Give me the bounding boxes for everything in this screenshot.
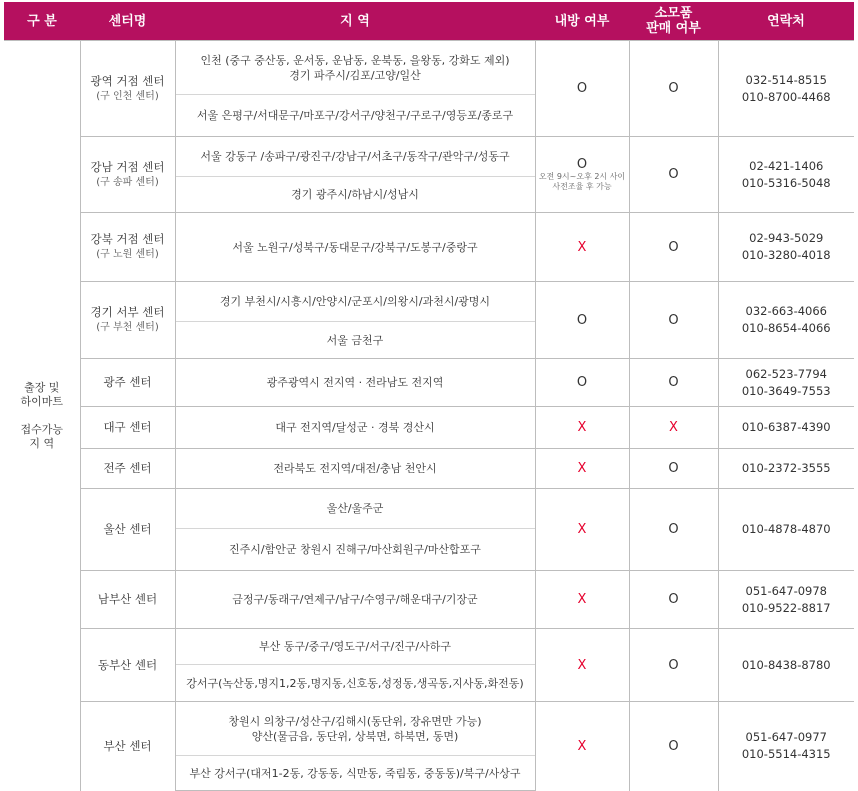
region-cell: 인천 (중구 중산동, 운서동, 운남동, 운북동, 을왕동, 강화도 제외) 경기 파주시/김포/고양/일산 bbox=[175, 41, 535, 95]
consumable-cell bbox=[629, 359, 718, 407]
consumable-cell bbox=[629, 282, 718, 359]
contact-cell: 010-2372-3555 bbox=[718, 449, 854, 489]
region-cell: 진주시/함안군 창원시 진해구/마산회원구/마산합포구 bbox=[175, 529, 535, 571]
table-row bbox=[4, 359, 854, 407]
contact-cell: 010-8438-8780 bbox=[718, 629, 854, 702]
visit-cell bbox=[535, 41, 629, 137]
service-center-table bbox=[4, 2, 854, 791]
center-former-name: (구 부천 센터) bbox=[96, 322, 159, 333]
consumable-cell bbox=[629, 407, 718, 449]
center-name: 강북 거점 센터 bbox=[90, 232, 165, 246]
table-row bbox=[4, 449, 854, 489]
table-row bbox=[4, 41, 854, 95]
visit-mark: O bbox=[576, 312, 588, 328]
consumable-cell bbox=[629, 489, 718, 571]
center-name-cell bbox=[80, 137, 175, 213]
region-cell: 부산 강서구(대저1-2동, 강동동, 식만동, 죽림동, 중동동)/북구/사상구 bbox=[175, 756, 535, 791]
center-name-cell bbox=[80, 282, 175, 359]
visit-cell bbox=[535, 702, 629, 791]
center-name-cell bbox=[80, 41, 175, 137]
consumable-cell bbox=[629, 137, 718, 213]
table-body bbox=[4, 41, 854, 791]
table-row bbox=[4, 407, 854, 449]
center-name-cell bbox=[80, 213, 175, 282]
center-name-cell bbox=[80, 449, 175, 489]
header-row bbox=[4, 2, 854, 41]
region-cell: 서울 강동구 /송파구/광진구/강남구/서초구/동작구/관악구/성동구 bbox=[175, 137, 535, 177]
consumable-mark: O bbox=[668, 738, 679, 754]
visit-mark: X bbox=[577, 239, 587, 255]
visit-cell bbox=[535, 571, 629, 629]
table-row bbox=[4, 571, 854, 629]
visit-cell bbox=[535, 489, 629, 571]
category-cell: 출장 및 하이마트 접수가능 지 역 bbox=[4, 41, 80, 791]
visit-cell bbox=[535, 629, 629, 702]
center-name: 부산 센터 bbox=[103, 738, 152, 753]
header-consumable: 소모품 판매 여부 bbox=[629, 2, 718, 41]
consumable-mark: O bbox=[668, 81, 679, 96]
center-name-cell bbox=[80, 571, 175, 629]
region-cell: 강서구(녹산동,명지1,2동,명지동,신호동,성정동,생곡동,지사동,화전동) bbox=[175, 665, 535, 702]
center-name: 울산 센터 bbox=[103, 522, 152, 536]
visit-cell bbox=[535, 282, 629, 359]
visit-cell bbox=[535, 213, 629, 282]
table-row bbox=[4, 282, 854, 322]
region-cell: 경기 광주시/하남시/성남시 bbox=[175, 177, 535, 213]
table-row bbox=[4, 702, 854, 756]
consumable-mark: O bbox=[668, 375, 679, 390]
region-cell: 서울 은평구/서대문구/마포구/강서구/양천구/구로구/영등포/종로구 bbox=[175, 95, 535, 137]
region-cell: 경기 부천시/시흥시/안양시/군포시/의왕시/과천시/광명시 bbox=[175, 282, 535, 322]
consumable-mark: O bbox=[668, 657, 679, 673]
visit-mark: X bbox=[577, 522, 587, 537]
table-row bbox=[4, 213, 854, 282]
visit-mark: O bbox=[576, 375, 588, 390]
region-cell: 부산 동구/중구/영도구/서구/진구/사하구 bbox=[175, 629, 535, 665]
consumable-cell bbox=[629, 41, 718, 137]
center-name-cell bbox=[80, 407, 175, 449]
consumable-cell bbox=[629, 629, 718, 702]
visit-mark: X bbox=[577, 657, 587, 673]
center-name: 남부산 센터 bbox=[97, 592, 158, 606]
region-cell: 대구 전지역/달성군 · 경북 경산시 bbox=[175, 407, 535, 449]
center-former-name: (구 노원 센터) bbox=[96, 249, 159, 260]
consumable-cell bbox=[629, 449, 718, 489]
contact-cell: 051-647-0977 010-5514-4315 bbox=[718, 702, 854, 791]
center-name: 경기 서부 센터 bbox=[90, 305, 165, 319]
consumable-mark: O bbox=[668, 239, 679, 255]
center-name-cell bbox=[80, 629, 175, 702]
header-center: 센터명 bbox=[80, 2, 175, 41]
contact-cell: 02-421-1406 010-5316-5048 bbox=[718, 137, 854, 213]
region-cell: 서울 금천구 bbox=[175, 322, 535, 359]
consumable-mark: O bbox=[668, 461, 679, 476]
consumable-mark: O bbox=[668, 312, 679, 328]
center-former-name: (구 인천 센터) bbox=[96, 90, 159, 102]
center-former-name: (구 송파 센터) bbox=[96, 176, 159, 188]
visit-cell bbox=[535, 359, 629, 407]
visit-mark: O bbox=[576, 157, 588, 172]
table-row bbox=[4, 137, 854, 177]
center-name: 광주 센터 bbox=[103, 375, 152, 389]
consumable-cell bbox=[629, 571, 718, 629]
contact-cell: 051-647-0978 010-9522-8817 bbox=[718, 571, 854, 629]
contact-cell: 032-663-4066 010-8654-4066 bbox=[718, 282, 854, 359]
visit-mark: X bbox=[577, 420, 587, 435]
consumable-mark: O bbox=[668, 522, 679, 537]
consumable-cell bbox=[629, 213, 718, 282]
header-visit: 내방 여부 bbox=[535, 2, 629, 41]
header-category: 구 분 bbox=[4, 2, 80, 41]
header-region: 지 역 bbox=[175, 2, 535, 41]
region-cell: 울산/울주군 bbox=[175, 489, 535, 529]
region-cell: 광주광역시 전지역 · 전라남도 전지역 bbox=[175, 359, 535, 407]
contact-cell: 010-6387-4390 bbox=[718, 407, 854, 449]
table-row bbox=[4, 629, 854, 665]
center-name-cell bbox=[80, 489, 175, 571]
visit-cell bbox=[535, 137, 629, 213]
visit-cell bbox=[535, 449, 629, 489]
contact-cell: 032-514-8515 010-8700-4468 bbox=[718, 41, 854, 137]
contact-cell: 02-943-5029 010-3280-4018 bbox=[718, 213, 854, 282]
consumable-cell bbox=[629, 702, 718, 791]
contact-cell: 010-4878-4870 bbox=[718, 489, 854, 571]
region-cell: 전라북도 전지역/대전/충남 천안시 bbox=[175, 449, 535, 489]
region-cell: 금정구/동래구/연제구/남구/수영구/해운대구/기장군 bbox=[175, 571, 535, 629]
consumable-mark: O bbox=[668, 592, 679, 607]
consumable-mark: X bbox=[669, 420, 678, 435]
visit-mark: X bbox=[577, 461, 587, 476]
header-contact: 연락처 bbox=[718, 2, 854, 41]
region-cell: 창원시 의창구/성산구/김해시(동단위, 장유면만 가능) 양산(물금읍, 동단위, 상북면, 하북면, 동면) bbox=[175, 702, 535, 756]
consumable-mark: O bbox=[668, 167, 679, 182]
visit-cell bbox=[535, 407, 629, 449]
center-name: 전주 센터 bbox=[103, 461, 152, 475]
center-name: 대구 센터 bbox=[103, 420, 152, 434]
contact-cell: 062-523-7794 010-3649-7553 bbox=[718, 359, 854, 407]
center-name: 동부산 센터 bbox=[97, 657, 158, 672]
region-cell: 서울 노원구/성북구/동대문구/강북구/도봉구/중랑구 bbox=[175, 213, 535, 282]
visit-mark: X bbox=[577, 592, 587, 607]
center-name-cell bbox=[80, 359, 175, 407]
center-name-cell bbox=[80, 702, 175, 791]
visit-mark: O bbox=[576, 81, 588, 96]
center-name: 광역 거점 센터 bbox=[90, 73, 165, 88]
center-name: 강남 거점 센터 bbox=[90, 159, 165, 174]
visit-mark: X bbox=[577, 738, 587, 754]
visit-note: 오전 9시~오후 2시 사이 사전조율 후 가능 bbox=[538, 172, 626, 191]
table-row bbox=[4, 489, 854, 529]
